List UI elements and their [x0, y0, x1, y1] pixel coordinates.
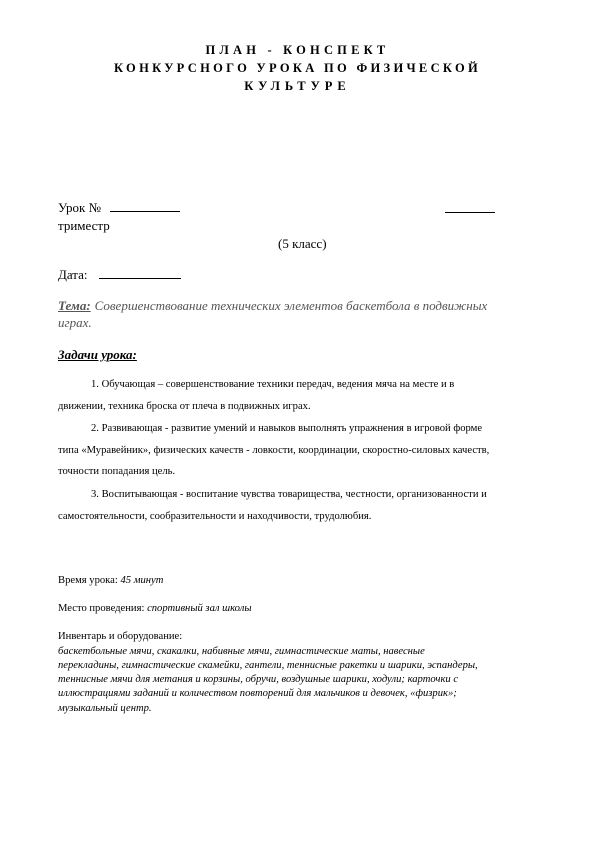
theme-line-1 [58, 297, 487, 315]
task-2-line-1: 2. Развивающая - развитие умений и навыков выполнять упражнения в игровой форме [91, 423, 483, 434]
theme-text-2: играх. [58, 315, 92, 330]
time-value: 45 минут [120, 575, 164, 586]
lesson-number-row [58, 200, 180, 216]
theme-label: Тема: [58, 298, 91, 313]
trimester-blank [445, 201, 495, 213]
lesson-number-label: Урок № [58, 200, 102, 215]
equipment-label: Инвентарь и оборудование: [58, 631, 183, 642]
task-1-line-2: движении, техника броска от плеча в подвижных играх. [58, 401, 311, 412]
date-row [58, 267, 181, 283]
equipment-line-4: иллюстрациями заданий и количеством повторений для мальчиков и девочек, «физрик»; [58, 688, 457, 699]
task-2-line-3: точности попадания цель. [58, 466, 176, 477]
tasks-heading: Задачи урока: [58, 347, 137, 362]
grade-label: (5 класс) [278, 236, 327, 251]
equipment-line-5: музыкальный центр. [58, 703, 152, 714]
task-3-line-1: 3. Воспитывающая - воспитание чувства товарищества, честности, организованности и [91, 489, 487, 500]
place-label: Место проведения: [58, 603, 145, 614]
equipment-line-2: перекладины, гимнастические скамейки, гантели, теннисные ракетки и шарики, эспандеры, [58, 660, 478, 671]
lesson-number-blank [110, 200, 180, 212]
title-line-1: ПЛАН - КОНСПЕКТ [205, 43, 390, 57]
equipment-line-1: баскетбольные мячи, скакалки, набивные мячи, гимнастические маты, навесные [58, 646, 425, 657]
date-label: Дата: [58, 267, 88, 282]
equipment-line-3: теннисные мячи для метания и корзины, обручи, воздушные шарики, ходули; карточки с [58, 674, 459, 685]
task-2-line-2: типа «Муравейник», физических качеств - ловкости, координации, скоростно-силовых качеств, [58, 445, 490, 456]
trimester-label: триместр [58, 218, 110, 233]
time-row [58, 575, 163, 586]
theme-text-1: Совершенствование технических элементов баскетбола в подвижных [94, 298, 488, 313]
task-3-line-2: самостоятельности, сообразительности и находчивости, трудолюбия. [58, 511, 372, 522]
time-label: Время урока: [58, 575, 118, 586]
place-value: спортивный зал школы [147, 603, 252, 614]
task-1-line-1: 1. Обучающая – совершенствование техники передач, ведения мяча на месте и в [91, 379, 455, 390]
title-line-2: КОНКУРСНОГО УРОКА ПО ФИЗИЧЕСКОЙ [114, 61, 481, 75]
title-line-3: КУЛЬТУРЕ [244, 79, 351, 93]
trimester-blank-row [445, 200, 495, 218]
date-blank [99, 267, 181, 279]
place-row [58, 603, 252, 614]
